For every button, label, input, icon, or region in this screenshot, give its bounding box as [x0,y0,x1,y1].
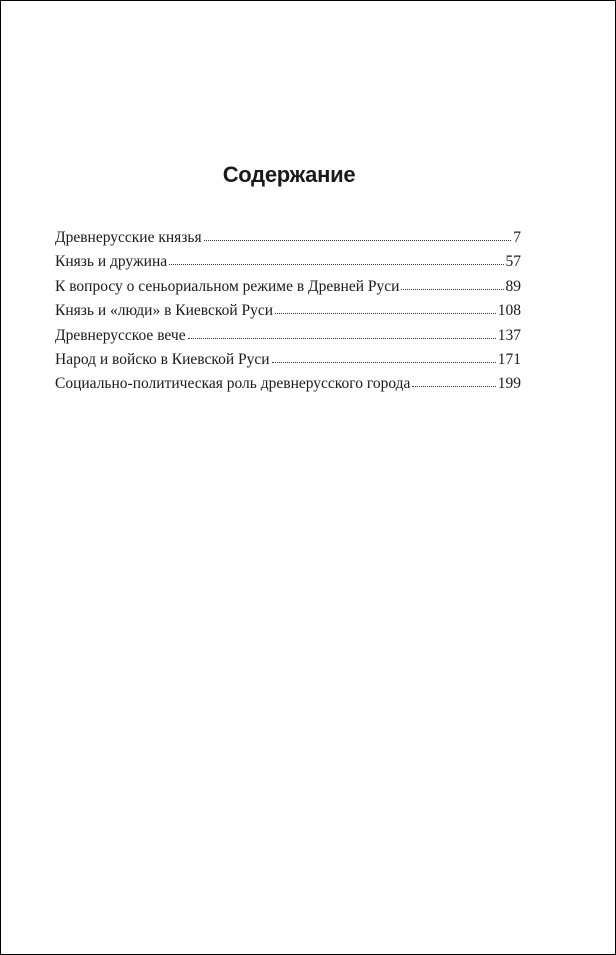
toc-entry [55,372,521,396]
toc-page-number: 108 [497,302,521,320]
toc-entry [55,299,521,323]
table-of-contents [55,226,521,397]
dot-leader [401,288,503,290]
toc-entry [55,275,521,299]
dot-leader [272,361,496,363]
toc-page-number: 137 [497,326,521,344]
dot-leader [275,312,496,314]
dot-leader [412,385,495,387]
page-title: Содержание [222,162,356,187]
toc-entry-title: Князь и «люди» в Киевской Руси [55,302,274,320]
toc-page-number: 57 [505,253,521,271]
toc-entry-title: Древнерусские князья [55,229,202,246]
toc-page-number: 171 [497,350,521,368]
toc-entry-title: Народ и войско в Киевской Руси [55,350,270,368]
toc-entry-title: Древнерусское вече [55,326,186,344]
toc-entry [55,348,521,372]
toc-entry-title: Князь и дружина [55,253,168,271]
dot-leader [204,239,512,241]
toc-page-number: 7 [513,229,521,246]
dot-leader [169,263,503,265]
toc-entry-title: К вопросу о сеньориальном режиме в Древней Руси [55,277,400,295]
dot-leader [188,337,496,339]
toc-page-number: 199 [497,375,521,393]
toc-entry-title: Социально-политическая роль древнерусского города [55,375,411,393]
toc-entry [55,250,521,274]
toc-page-number: 89 [505,277,521,295]
toc-entry [55,324,521,348]
toc-entry [55,226,521,250]
